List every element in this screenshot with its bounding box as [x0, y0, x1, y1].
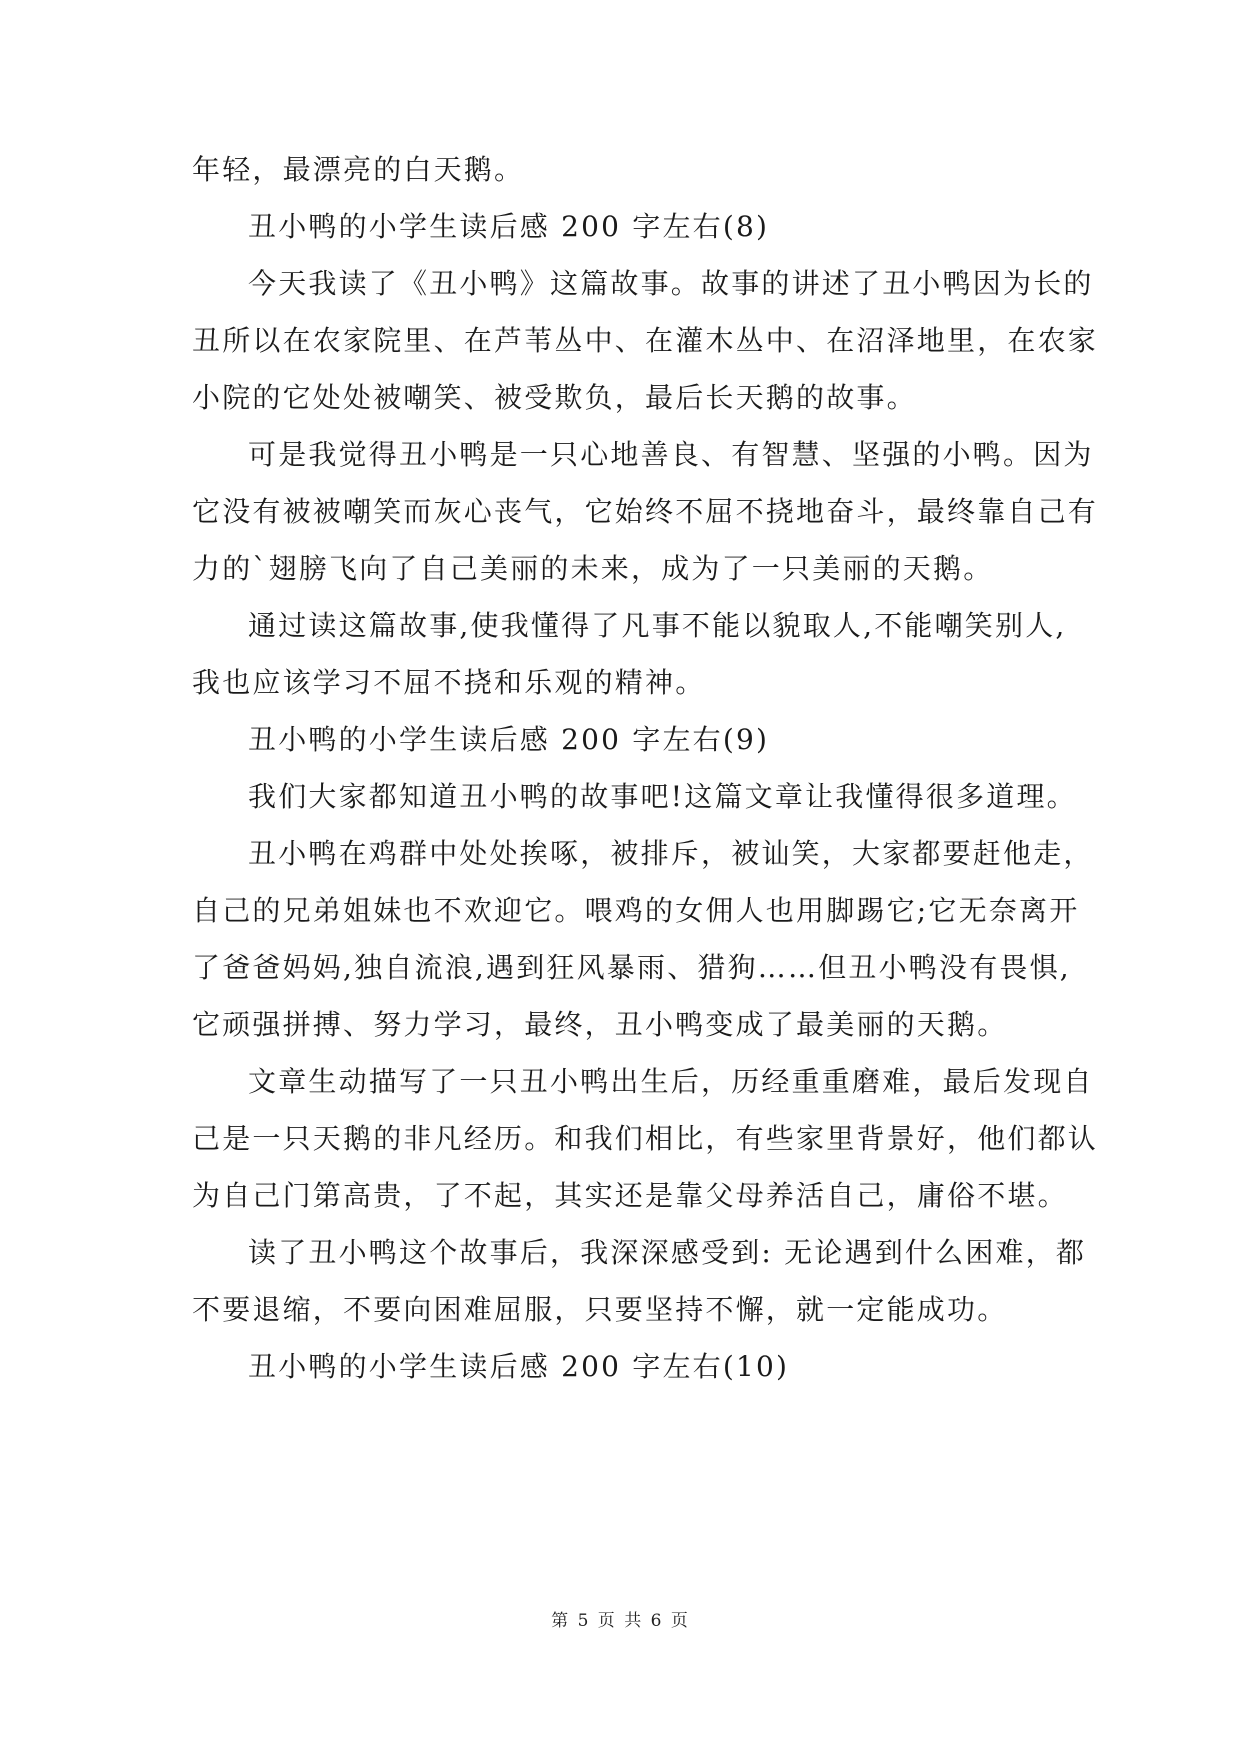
text-line: 年轻，最漂亮的白天鹅。 — [192, 153, 525, 186]
section-heading: 丑小鸭的小学生读后感 200 字左右(10) — [248, 1350, 790, 1383]
paragraph-line: 不要退缩，不要向困难屈服，只要坚持不懈，就一定能成功。 — [192, 1293, 1008, 1326]
paragraph-line: 它没有被被嘲笑而灰心丧气，它始终不屈不挠地奋斗，最终靠自己有 — [192, 495, 1099, 528]
paragraph-line: 我们大家都知道丑小鸭的故事吧!这篇文章让我懂得很多道理。 — [248, 780, 1077, 813]
paragraph-line: 文章生动描写了一只丑小鸭出生后，历经重重磨难，最后发现自 — [248, 1065, 1094, 1098]
paragraph-line: 可是我觉得丑小鸭是一只心地善良、有智慧、坚强的小鸭。因为 — [248, 438, 1094, 471]
paragraph-line: 力的`翅膀飞向了自己美丽的未来，成为了一只美丽的天鹅。 — [192, 552, 994, 585]
paragraph-line: 读了丑小鸭这个故事后，我深深感受到: 无论遇到什么困难，都 — [248, 1236, 1087, 1269]
paragraph-line: 它顽强拼搏、努力学习，最终，丑小鸭变成了最美丽的天鹅。 — [192, 1008, 1008, 1041]
paragraph-line: 为自己门第高贵，了不起，其实还是靠父母养活自己，庸俗不堪。 — [192, 1179, 1068, 1212]
paragraph-line: 己是一只天鹅的非凡经历。和我们相比，有些家里背景好，他们都认 — [192, 1122, 1099, 1155]
page-number-footer: 第 5 页 共 6 页 — [551, 1611, 690, 1631]
paragraph-line: 丑所以在农家院里、在芦苇丛中、在灌木丛中、在沼泽地里，在农家 — [192, 324, 1099, 357]
paragraph-line: 通过读这篇故事,使我懂得了凡事不能以貌取人,不能嘲笑别人, — [248, 609, 1067, 642]
section-heading: 丑小鸭的小学生读后感 200 字左右(8) — [248, 210, 770, 243]
paragraph-line: 丑小鸭在鸡群中处处挨啄，被排斥，被讪笑，大家都要赶他走， — [248, 837, 1094, 870]
paragraph-line: 了爸爸妈妈,独自流浪,遇到狂风暴雨、猎狗……但丑小鸭没有畏惧, — [192, 951, 1071, 984]
paragraph-line: 自己的兄弟姐妹也不欢迎它。喂鸡的女佣人也用脚踢它;它无奈离开 — [192, 894, 1080, 927]
paragraph-line: 小院的它处处被嘲笑、被受欺负，最后长天鹅的故事。 — [192, 381, 917, 414]
section-heading: 丑小鸭的小学生读后感 200 字左右(9) — [248, 723, 770, 756]
paragraph-line: 我也应该学习不屈不挠和乐观的精神。 — [192, 666, 706, 699]
paragraph-line: 今天我读了《丑小鸭》这篇故事。故事的讲述了丑小鸭因为长的 — [248, 267, 1094, 300]
